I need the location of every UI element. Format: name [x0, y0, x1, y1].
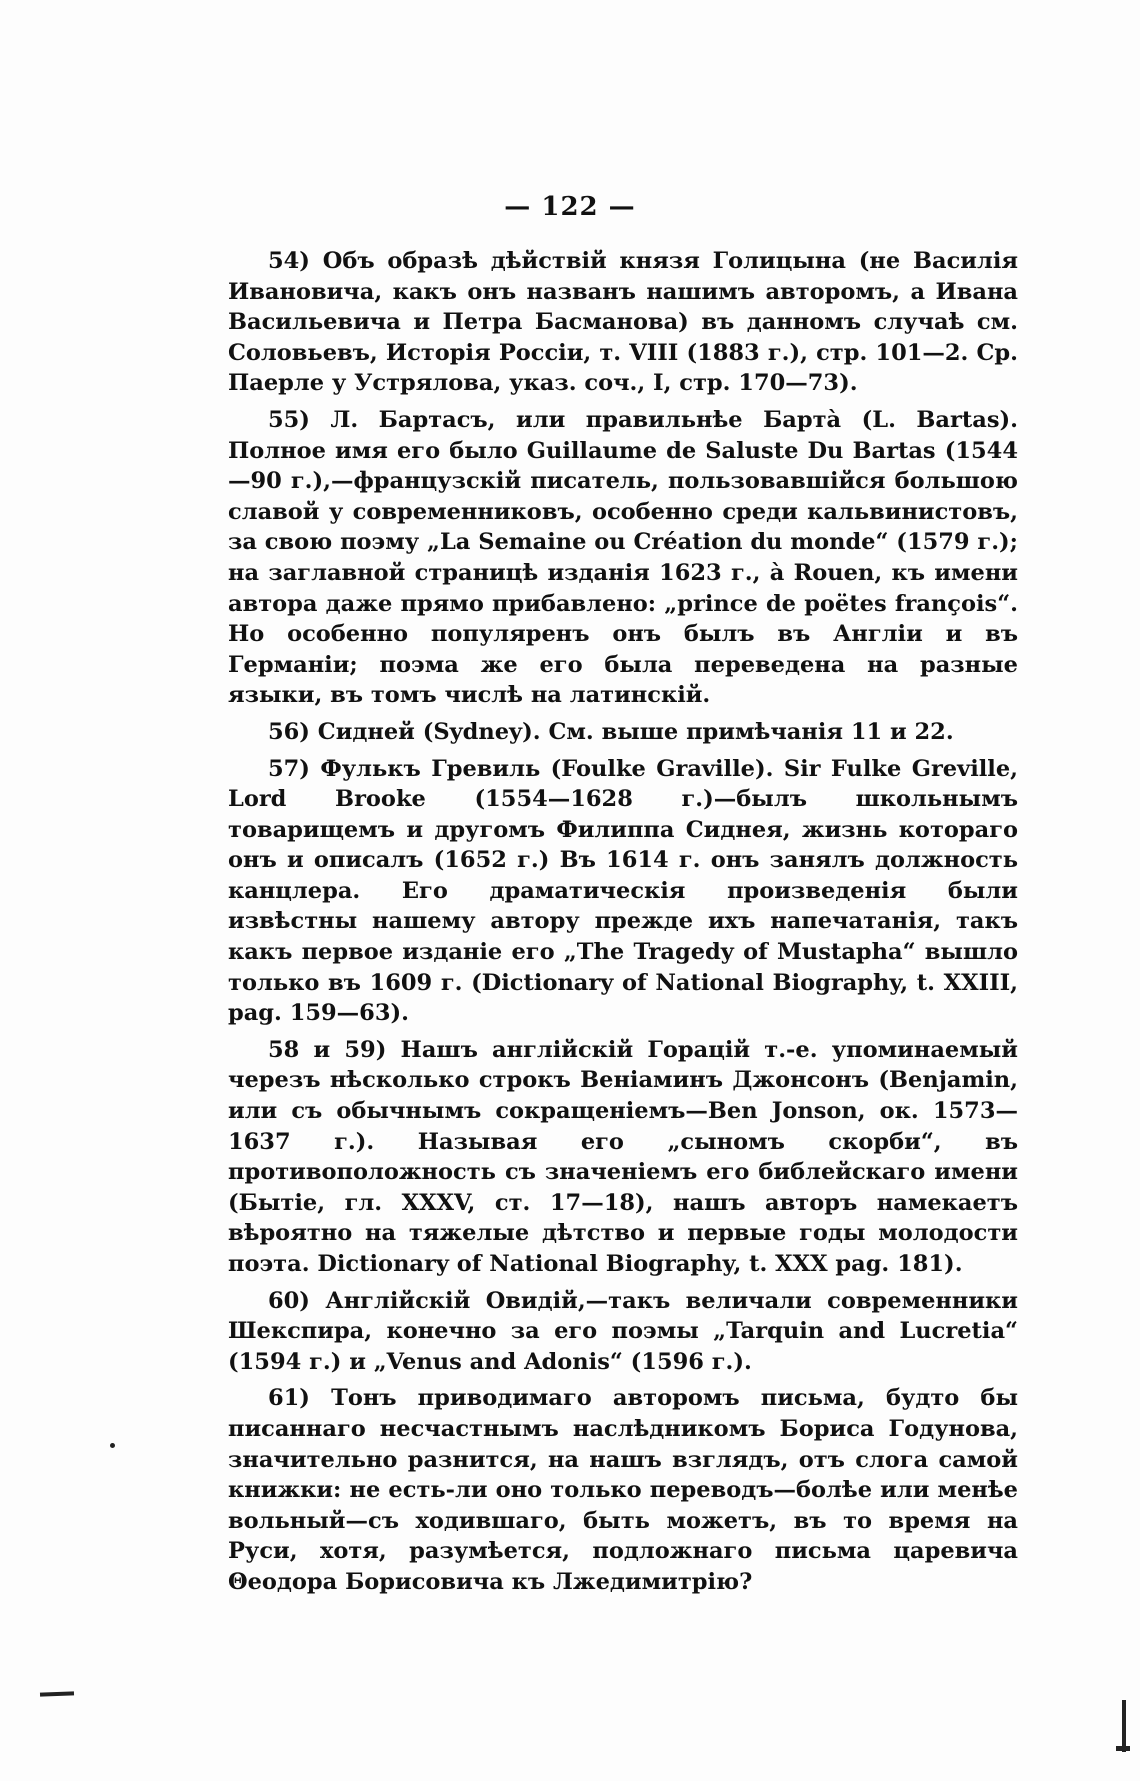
page-number: — 122 —: [504, 192, 636, 222]
endnotes-block: [228, 246, 1018, 1604]
note-57: 57) Фулькъ Гревиль (Foulke Graville). Sir Fulke Greville, Lord Brooke (1554—1628 г.)—былъ школьнымъ товарищемъ и другомъ Филиппа Сиднея, жизнь котораго онъ и описалъ (1652 г.) Въ 1614 г. онъ занялъ должность канцлера. Его драматическія произведенія были извѣстны нашему автору прежде ихъ напечатанія, такъ какъ первое изданіе его „The Tragedy of Mustapha“ вышло только въ 1609 г. (Dictionary of National Biography, t. XXIII, pag. 159—63).: [228, 755, 1018, 1027]
scan-edge-mark: [1122, 1700, 1126, 1752]
scan-margin-mark: [40, 1691, 74, 1696]
note-61: 61) Тонъ приводимаго авторомъ письма, будто бы писаннаго несчастнымъ наслѣдникомъ Бориса Годунова, значительно разнится, на нашъ взглядъ, отъ слога самой книжки: не есть-ли оно только переводъ—болѣе или менѣе вольный—съ ходившаго, быть можетъ, въ то время на Руси, хотя, разумѣется, подложнаго письма царевича Θеодора Борисовича къ Лжедимитрію?: [228, 1385, 1018, 1595]
note-58-59: 58 и 59) Нашъ англійскій Горацій т.-е. упоминаемый черезъ нѣсколько строкъ Веніаминъ Джонсонъ (Benjamin, или съ обычнымъ сокращеніемъ—Ben Jonson, ок. 1573—1637 г.). Называя его „сыномъ скорби“, въ противоположность съ значеніемъ его библейскаго имени (Бытіе, гл. XXXV, ст. 17—18), нашъ авторъ намекаетъ вѣроятно на тяжелые дѣтство и первые годы молодости поэта. Dictionary of National Biography, t. XXX pag. 181).: [228, 1036, 1018, 1277]
note-56: 56) Сидней (Sydney). См. выше примѣчанія 11 и 22.: [268, 718, 954, 745]
note-54: 54) Объ образѣ дѣйствій князя Голицына (не Василія Ивановича, какъ онъ названъ нашимъ авторомъ, а Ивана Васильевича и Петра Басманова) въ данномъ случаѣ см. Соловьевъ, Исторія Россіи, т. VIII (1883 г.), стр. 101—2. Ср. Паерле у Устрялова, указ. соч., I, стр. 170—73).: [228, 248, 1018, 397]
note-55: 55) Л. Бартасъ, или правильнѣе Бартà (L. Bartas). Полное имя его было Guillaume de Saluste Du Bartas (1544—90 г.),—французскій писатель, пользовавшійся большою славой у современниковъ, особенно среди кальвинистовъ, за свою поэму „La Semaine ou Création du monde“ (1579 г.); на заглавной страницѣ изданія 1623 г., à Rouen, къ имени автора даже прямо прибавлено: „prince de poëtes françois“. Но особенно популяренъ онъ былъ въ Англіи и въ Германіи; поэма же его была переведена на разные языки, въ томъ числѣ на латинскій.: [228, 406, 1018, 709]
scan-edge-foot: [1116, 1746, 1130, 1751]
scan-speck: [110, 1443, 115, 1448]
note-60: 60) Англійскій Овидій,—такъ величали современники Шекспира, конечно за его поэмы „Tarquin and Lucretia“ (1594 г.) и „Venus and Adonis“ (1596 г.).: [228, 1287, 1018, 1375]
